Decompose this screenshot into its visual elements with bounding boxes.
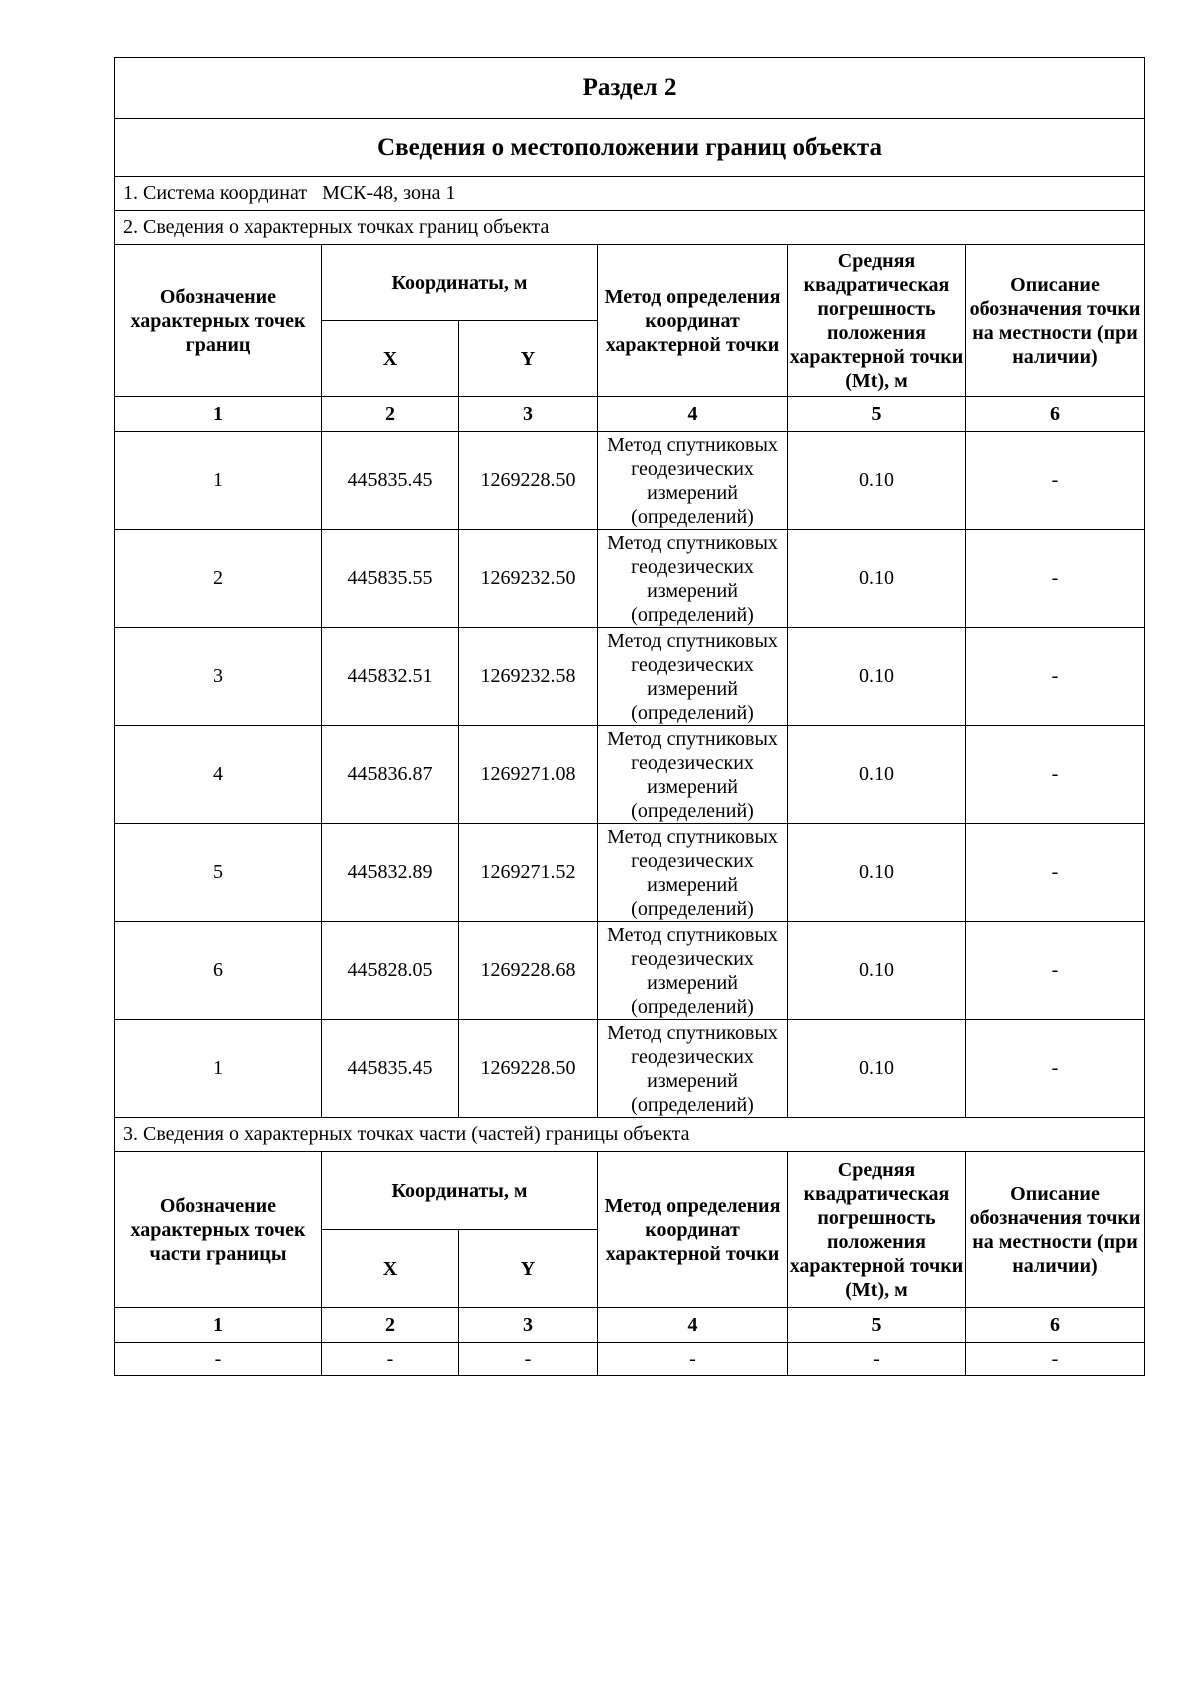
coord-x: 445835.55 — [322, 530, 459, 628]
coord-x: - — [322, 1343, 459, 1376]
header-description: Описание обозначения точки на местности (при наличии) — [966, 1152, 1145, 1308]
point-description: - — [966, 1020, 1145, 1118]
mean-error: 0.10 — [788, 628, 966, 726]
column-number: 5 — [788, 397, 966, 432]
header-error: Средняя квадратическая погрешность положения характерной точки (Mt), м — [788, 1152, 966, 1308]
parts-section-title: 3. Сведения о характерных точках части (частей) границы объекта — [115, 1118, 1145, 1152]
header-error: Средняя квадратическая погрешность положения характерной точки (Mt), м — [788, 245, 966, 397]
coord-y: 1269232.50 — [459, 530, 598, 628]
point-id: - — [115, 1343, 322, 1376]
coord-x: 445832.51 — [322, 628, 459, 726]
mean-error: 0.10 — [788, 1020, 966, 1118]
section-title: Раздел 2 — [115, 58, 1145, 119]
method: Метод спутниковых геодезических измерений (определений) — [598, 530, 788, 628]
point-id: 5 — [115, 824, 322, 922]
header-designation: Обозначение характерных точек части границы — [115, 1152, 322, 1308]
column-number: 6 — [966, 397, 1145, 432]
point-description: - — [966, 628, 1145, 726]
coord-y: 1269228.68 — [459, 922, 598, 1020]
table-row — [115, 1020, 1145, 1118]
point-id: 3 — [115, 628, 322, 726]
coord-y: - — [459, 1343, 598, 1376]
table-row — [115, 726, 1145, 824]
column-number: 4 — [598, 397, 788, 432]
mean-error: 0.10 — [788, 922, 966, 1020]
point-id: 1 — [115, 1020, 322, 1118]
method: Метод спутниковых геодезических измерений (определений) — [598, 922, 788, 1020]
coord-x: 445832.89 — [322, 824, 459, 922]
header-method: Метод определения координат характерной точки — [598, 1152, 788, 1308]
column-number: 1 — [115, 1308, 322, 1343]
point-description: - — [966, 824, 1145, 922]
point-description: - — [966, 432, 1145, 530]
column-numbers-row — [115, 1308, 1145, 1343]
table-row — [115, 530, 1145, 628]
table-row — [115, 824, 1145, 922]
column-number: 1 — [115, 397, 322, 432]
coord-y: 1269228.50 — [459, 1020, 598, 1118]
header-method: Метод определения координат характерной точки — [598, 245, 788, 397]
coord-system-label: 1. Система координат — [123, 182, 308, 204]
mean-error: - — [788, 1343, 966, 1376]
method: Метод спутниковых геодезических измерений (определений) — [598, 726, 788, 824]
method: Метод спутниковых геодезических измерений (определений) — [598, 432, 788, 530]
coord-y: 1269271.08 — [459, 726, 598, 824]
header-y: Y — [459, 1230, 598, 1308]
header-y: Y — [459, 321, 598, 397]
table-row — [115, 432, 1145, 530]
header-designation: Обозначение характерных точек границ — [115, 245, 322, 397]
points-section-title: 2. Сведения о характерных точках границ объекта — [115, 211, 1145, 245]
table-row — [115, 628, 1145, 726]
point-id: 4 — [115, 726, 322, 824]
point-description: - — [966, 530, 1145, 628]
method: Метод спутниковых геодезических измерений (определений) — [598, 628, 788, 726]
table-row — [115, 922, 1145, 1020]
coord-x: 445828.05 — [322, 922, 459, 1020]
column-number: 5 — [788, 1308, 966, 1343]
method: - — [598, 1343, 788, 1376]
column-number: 3 — [459, 1308, 598, 1343]
header-description: Описание обозначения точки на местности (при наличии) — [966, 245, 1145, 397]
header-coordinates: Координаты, м — [322, 245, 598, 321]
header-x: X — [322, 1230, 459, 1308]
point-id: 6 — [115, 922, 322, 1020]
coord-y: 1269232.58 — [459, 628, 598, 726]
method: Метод спутниковых геодезических измерений (определений) — [598, 1020, 788, 1118]
mean-error: 0.10 — [788, 432, 966, 530]
column-number: 4 — [598, 1308, 788, 1343]
column-number: 3 — [459, 397, 598, 432]
coord-x: 445836.87 — [322, 726, 459, 824]
method: Метод спутниковых геодезических измерений (определений) — [598, 824, 788, 922]
boundary-table — [114, 57, 1145, 1376]
table-row — [115, 1343, 1145, 1376]
column-number: 2 — [322, 1308, 459, 1343]
coord-y: 1269228.50 — [459, 432, 598, 530]
mean-error: 0.10 — [788, 530, 966, 628]
coord-system-value: МСК-48, зона 1 — [322, 182, 456, 204]
mean-error: 0.10 — [788, 824, 966, 922]
mean-error: 0.10 — [788, 726, 966, 824]
section-subtitle: Сведения о местоположении границ объекта — [115, 119, 1145, 177]
point-id: 1 — [115, 432, 322, 530]
coord-y: 1269271.52 — [459, 824, 598, 922]
point-description: - — [966, 1343, 1145, 1376]
column-numbers-row — [115, 397, 1145, 432]
header-x: X — [322, 321, 459, 397]
coord-x: 445835.45 — [322, 432, 459, 530]
column-number: 6 — [966, 1308, 1145, 1343]
point-id: 2 — [115, 530, 322, 628]
coord-x: 445835.45 — [322, 1020, 459, 1118]
coord-system-row — [115, 177, 1145, 211]
point-description: - — [966, 726, 1145, 824]
column-number: 2 — [322, 397, 459, 432]
header-coordinates: Координаты, м — [322, 1152, 598, 1230]
point-description: - — [966, 922, 1145, 1020]
